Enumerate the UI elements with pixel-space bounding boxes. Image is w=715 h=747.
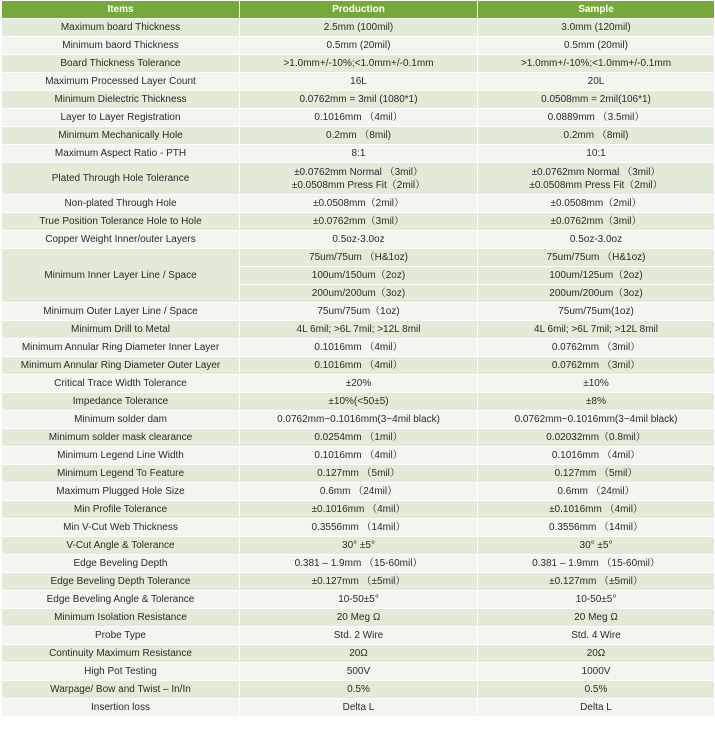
table-row	[2, 537, 715, 555]
item-cell: Minimum Outer Layer Line / Space	[2, 303, 240, 321]
item-cell: Warpage/ Bow and Twist – In/In	[2, 681, 240, 699]
production-cell: 16L	[240, 73, 478, 91]
item-cell: Maximum Plugged Hole Size	[2, 483, 240, 501]
item-cell: Minimum Legend Line Width	[2, 447, 240, 465]
table-row	[2, 339, 715, 357]
sample-cell: 0.381 – 1.9mm （15-60mil）	[478, 555, 715, 573]
table-row	[2, 213, 715, 231]
sample-cell: ±10%	[478, 375, 715, 393]
item-cell: Maximum Processed Layer Count	[2, 73, 240, 91]
sample-cell: 0.0762mm~0.1016mm(3~4mil black)	[478, 411, 715, 429]
sample-cell: 20 Meg Ω	[478, 609, 715, 627]
production-cell: 8:1	[240, 145, 478, 163]
item-cell: Copper Weight Inner/outer Layers	[2, 231, 240, 249]
production-cell: 0.1016mm （4mil）	[240, 447, 478, 465]
production-cell: 0.1016mm （4mil）	[240, 357, 478, 375]
table-row	[2, 411, 715, 429]
item-cell: Minimum Drill to Metal	[2, 321, 240, 339]
item-cell: Minimum Mechanically Hole	[2, 127, 240, 145]
item-cell: Edge Beveling Depth Tolerance	[2, 573, 240, 591]
production-cell: 0.6mm （24mil）	[240, 483, 478, 501]
sample-cell: ±8%	[478, 393, 715, 411]
table-row	[2, 145, 715, 163]
production-cell: 200um/200um（3oz)	[240, 285, 478, 303]
table-row	[2, 573, 715, 591]
production-cell: Std. 2 Wire	[240, 627, 478, 645]
table-row	[2, 393, 715, 411]
production-cell: 4L 6mil; >6L 7mil; >12L 8mil	[240, 321, 478, 339]
production-cell: 0.5%	[240, 681, 478, 699]
item-cell: Maximum board Thickness	[2, 19, 240, 37]
item-cell: Minimum Legend To Feature	[2, 465, 240, 483]
item-cell: Minimum Inner Layer Line / Space	[2, 249, 240, 303]
item-cell: Edge Beveling Depth	[2, 555, 240, 573]
table-row	[2, 55, 715, 73]
sample-cell: ±0.0508mm（2mil）	[478, 195, 715, 213]
production-cell: ±10%(<50±5)	[240, 393, 478, 411]
table-row	[2, 501, 715, 519]
item-cell: Layer to Layer Registration	[2, 109, 240, 127]
item-cell: Min Profile Tolerance	[2, 501, 240, 519]
item-cell: Insertion loss	[2, 699, 240, 717]
sample-cell: 200um/200um（3oz)	[478, 285, 715, 303]
production-cell: 0.381 – 1.9mm （15-60mil）	[240, 555, 478, 573]
table-row	[2, 699, 715, 717]
production-cell: 0.0254mm （1mil）	[240, 429, 478, 447]
production-cell: 75um/75um（1oz)	[240, 303, 478, 321]
table-row	[2, 681, 715, 699]
sample-cell: 0.6mm （24mil）	[478, 483, 715, 501]
sample-cell: 0.1016mm （4mil）	[478, 447, 715, 465]
item-cell: High Pot Testing	[2, 663, 240, 681]
sample-cell: 75um/75um （H&1oz)	[478, 249, 715, 267]
production-cell: 75um/75um （H&1oz)	[240, 249, 478, 267]
table-row	[2, 231, 715, 249]
sample-cell: ±0.127mm （±5mil）	[478, 573, 715, 591]
table-row	[2, 73, 715, 91]
table-row	[2, 555, 715, 573]
sample-line: ±0.0762mm Normal （3mil）	[531, 166, 661, 178]
sample-cell: 0.5mm (20mil)	[478, 37, 715, 55]
table-row	[2, 447, 715, 465]
sample-cell: 1000V	[478, 663, 715, 681]
table-row	[2, 519, 715, 537]
table-body-rest	[2, 303, 715, 717]
item-cell: Minimum Annular Ring Diameter Inner Layer	[2, 339, 240, 357]
sample-cell: 0.0762mm （3mil）	[478, 339, 715, 357]
production-cell: 10-50±5°	[240, 591, 478, 609]
production-cell: ±0.0762mm（3mil）	[240, 213, 478, 231]
production-cell: 0.0762mm~0.1016mm(3~4mil black)	[240, 411, 478, 429]
sample-cell: Std. 4 Wire	[478, 627, 715, 645]
sample-cell: 0.2mm （8mil)	[478, 127, 715, 145]
item-cell: Edge Beveling Angle & Tolerance	[2, 591, 240, 609]
sample-cell: ±0.1016mm （4mil）	[478, 501, 715, 519]
production-cell	[240, 163, 478, 195]
production-cell: 20Ω	[240, 645, 478, 663]
item-cell: Probe Type	[2, 627, 240, 645]
table-row	[2, 591, 715, 609]
production-cell: 0.1016mm （4mil）	[240, 339, 478, 357]
table-row	[2, 483, 715, 501]
table-row	[2, 609, 715, 627]
item-cell: Board Thickness Tolerance	[2, 55, 240, 73]
sample-cell: 10:1	[478, 145, 715, 163]
production-cell: Delta L	[240, 699, 478, 717]
table-row	[2, 321, 715, 339]
production-cell: 0.2mm （8mil)	[240, 127, 478, 145]
header-items: Items	[2, 1, 240, 19]
sample-cell: 0.3556mm （14mil）	[478, 519, 715, 537]
table-row	[2, 195, 715, 213]
table-row	[2, 429, 715, 447]
spec-table	[1, 0, 715, 717]
item-cell: Plated Through Hole Tolerance	[2, 163, 240, 195]
item-cell: Minimum Annular Ring Diameter Outer Layer	[2, 357, 240, 375]
item-cell: Impedance Tolerance	[2, 393, 240, 411]
table-row	[2, 357, 715, 375]
sample-cell: 0.0762mm （3mil）	[478, 357, 715, 375]
production-cell: ±0.1016mm （4mil）	[240, 501, 478, 519]
production-cell: ±20%	[240, 375, 478, 393]
sample-cell: 0.0508mm = 2mil(106*1)	[478, 91, 715, 109]
item-cell: Minimum solder dam	[2, 411, 240, 429]
header-production: Production	[240, 1, 478, 19]
production-cell: 0.1016mm （4mil）	[240, 109, 478, 127]
table-row	[2, 109, 715, 127]
item-cell: True Position Tolerance Hole to Hole	[2, 213, 240, 231]
sample-cell: Delta L	[478, 699, 715, 717]
sample-cell: 0.127mm （5mil）	[478, 465, 715, 483]
table-body	[2, 19, 715, 303]
production-cell: 0.0762mm = 3mil (1080*1)	[240, 91, 478, 109]
production-cell: ±0.127mm （±5mil）	[240, 573, 478, 591]
header-sample: Sample	[478, 1, 715, 19]
table-row	[2, 127, 715, 145]
sample-cell: >1.0mm+/-10%;<1.0mm+/-0.1mm	[478, 55, 715, 73]
header-row	[2, 1, 715, 19]
production-cell: >1.0mm+/-10%;<1.0mm+/-0.1mm	[240, 55, 478, 73]
item-cell: Continuity Maximum Resistance	[2, 645, 240, 663]
production-cell: 20 Meg Ω	[240, 609, 478, 627]
production-cell: 100um/150um（2oz)	[240, 267, 478, 285]
table-row	[2, 19, 715, 37]
production-line: ±0.0762mm Normal （3mil）	[294, 166, 423, 178]
table-row	[2, 91, 715, 109]
sample-cell: ±0.0762mm（3mil）	[478, 213, 715, 231]
item-cell: Minimum baord Thickness	[2, 37, 240, 55]
table-row	[2, 37, 715, 55]
item-cell: Minimum Isolation Resistance	[2, 609, 240, 627]
production-line: ±0.0508mm Press Fit（2mil）	[291, 179, 426, 191]
sample-cell: 0.02032mm（0.8mil）	[478, 429, 715, 447]
sample-cell	[478, 163, 715, 195]
table-row	[2, 627, 715, 645]
table-row	[2, 375, 715, 393]
sample-line: ±0.0508mm Press Fit（2mil）	[529, 179, 663, 191]
item-cell: Minimum Dielectric Thickness	[2, 91, 240, 109]
production-cell: 0.3556mm （14mil）	[240, 519, 478, 537]
sample-cell: 30° ±5°	[478, 537, 715, 555]
production-cell: 0.127mm （5mil）	[240, 465, 478, 483]
sample-cell: 75um/75um(1oz)	[478, 303, 715, 321]
table-row	[2, 465, 715, 483]
production-cell: 500V	[240, 663, 478, 681]
item-cell: Maximum Aspect Ratio - PTH	[2, 145, 240, 163]
production-cell: 30° ±5°	[240, 537, 478, 555]
item-cell: V-Cut Angle & Tolerance	[2, 537, 240, 555]
sample-cell: 3.0mm (120mil)	[478, 19, 715, 37]
item-cell: Non-plated Through Hole	[2, 195, 240, 213]
sample-cell: 0.5oz-3.0oz	[478, 231, 715, 249]
table-row	[2, 163, 715, 195]
table-row	[2, 645, 715, 663]
table-row	[2, 663, 715, 681]
sample-cell: 20L	[478, 73, 715, 91]
sample-cell: 10-50±5°	[478, 591, 715, 609]
item-cell: Min V-Cut Web Thickness	[2, 519, 240, 537]
table-row	[2, 303, 715, 321]
sample-cell: 100um/125um（2oz)	[478, 267, 715, 285]
item-cell: Minimum solder mask clearance	[2, 429, 240, 447]
production-cell: 0.5mm (20mil)	[240, 37, 478, 55]
production-cell: 2.5mm (100mil)	[240, 19, 478, 37]
sample-cell: 0.5%	[478, 681, 715, 699]
sample-cell: 4L 6mil; >6L 7mil; >12L 8mil	[478, 321, 715, 339]
sample-cell: 20Ω	[478, 645, 715, 663]
item-cell: Critical Trace Width Tolerance	[2, 375, 240, 393]
production-cell: 0.5oz-3.0oz	[240, 231, 478, 249]
production-cell: ±0.0508mm（2mil）	[240, 195, 478, 213]
table-row	[2, 249, 715, 267]
sample-cell: 0.0889mm （3.5mil）	[478, 109, 715, 127]
